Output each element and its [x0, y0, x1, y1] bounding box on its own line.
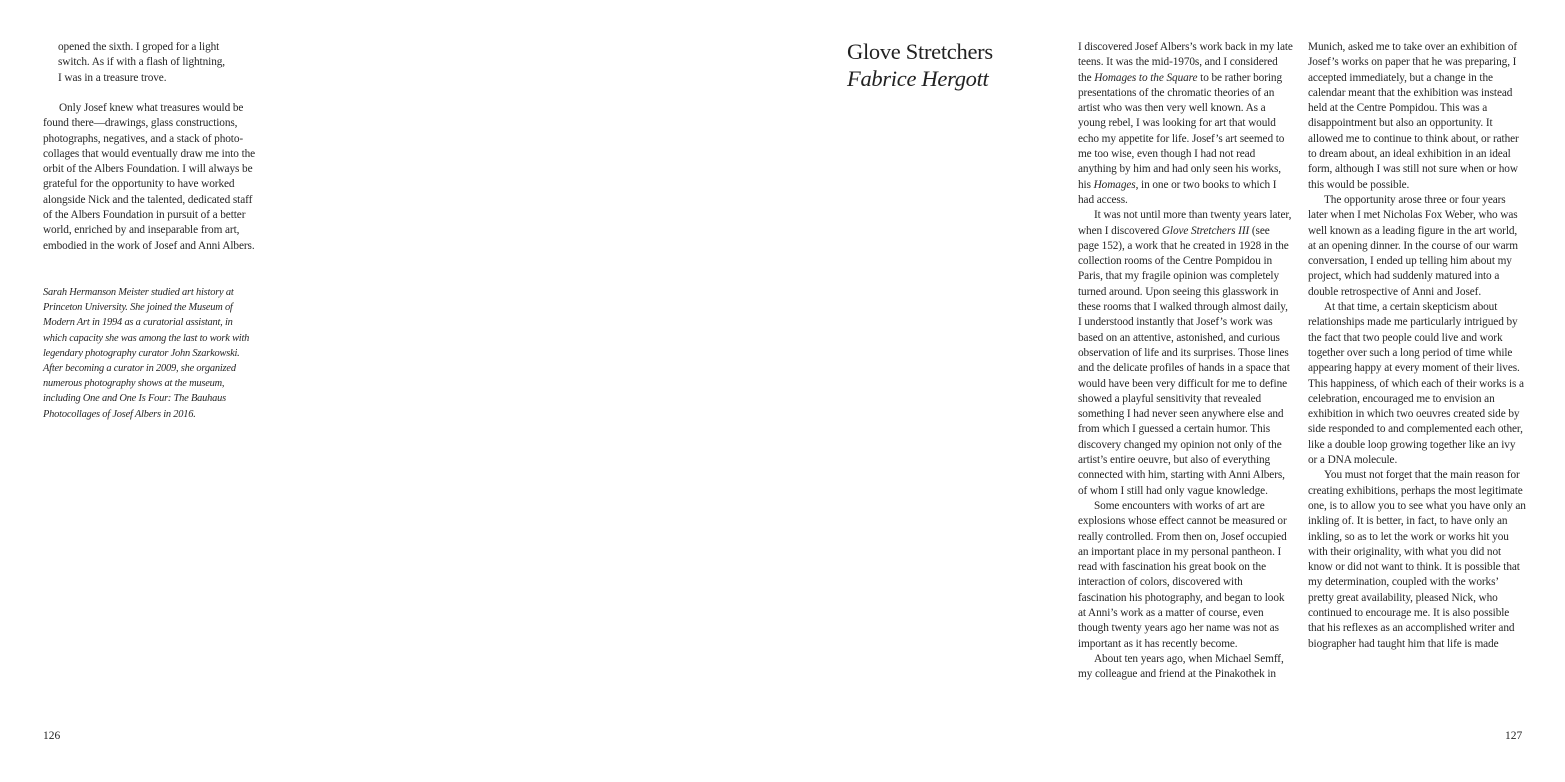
continuation-text [58, 40, 248, 86]
body-paragraph: About ten years ago, when Michael Semff, my colleague and friend at the Pinakothek in [1078, 652, 1284, 681]
right-body-column-2 [1308, 40, 1526, 652]
essay-author: Fabrice Hergott [847, 66, 989, 91]
text-run: I discovered Josef Albers’s work back in my late teens. It was the mid-1970s, and I considered the [1078, 41, 1293, 84]
body-paragraph: Only Josef knew what treasures would be found there—drawings, glass constructions, photographs, negatives, and a stack of photo-collages that would eventually draw me into the orbit of the Albers Foundation. I will always be grateful for the opportunity to have worked alongside Nick and the talented, dedicated staff of the Albers Foundation in pursuit of a better world, enriched by and inseparable from art, embodied in the work of Josef and Anni Albers. [43, 102, 256, 252]
text-run: It was not until more than twenty years later, when I discovered [1078, 209, 1292, 237]
text-run: , in one or two books to which I had access. [1078, 178, 1277, 206]
left-body-column [43, 101, 263, 254]
right-body-column-1 [1078, 40, 1293, 682]
body-paragraph: Munich, asked me to take over an exhibition of Josef’s works on paper that he was preparing, I accepted immediately, but a change in the calendar meant that the exhibition was instead held at the Centre Pompidou. This was a disappointment but also an opportunity. It allowed me to continue to think about, or rather to dream about, an ideal exhibition in an ideal form, although I was still not sure when or how this would be possible. [1308, 41, 1519, 191]
text-line: opened the sixth. I groped for a light [58, 41, 220, 53]
body-paragraph: You must not forget that the main reason for creating exhibitions, perhaps the most legitimate one, is to allow you to see what you have only an inkling of. It is better, in fact, to have only an inkling, so as to let the work or works hit you with their originality, with what you did not know or did not want to think. It is possible that my determination, coupled with the works’ pretty great availability, pleased Nick, who continued to encourage me. It is also possible that his reflexes as an accomplished writer and biographer had taught him that life is made [1308, 469, 1526, 650]
text-run: to be rather boring presentations of the chromatic theories of an artist who was then very well known. As a young rebel, I was looking for art that would echo my appetite for life. Josef’s art seemed to me too wise, even though I had not read anything by him and had only seen his works, his [1078, 71, 1285, 191]
text-run: (see page 152), a work that he created in 1928 in the collection rooms of the Centre Pompidou in Paris, that my fragile opinion was completely turned around. Upon seeing this glasswork in these rooms that I walked through almost daily, I understood instantly that Josef’s work was based on an attentive, astonished, and curious observation of life and its surprises. Those lines and the delicate profiles of hands in a space that would have been very difficult for me to define showed a playful sensitivity that revealed something I had never seen anywhere else and from which I guessed a certain humor. This discovery changed my opinion not only of the artist’s entire oeuvre, but also of everything connected with him, starting with Anni Albers, of whom I still had only vague knowledge. [1078, 224, 1290, 497]
page-number-left: 126 [43, 730, 61, 742]
italic-title: Homages to the Square [1094, 71, 1198, 84]
text-line: switch. As if with a flash of lightning, [58, 56, 226, 69]
body-paragraph: Some encounters with works of art are explosions whose effect cannot be measured or really controlled. From then on, Josef occupied an important place in my personal pantheon. I read with fascination his great book on the interaction of colors, discovered with fascination his photography, and began to look at Anni’s work as a matter of course, even though twenty years ago her name was not as important as it has recently become. [1078, 499, 1287, 650]
italic-title: Homages [1093, 178, 1136, 191]
author-bio: Sarah Hermanson Meister studied art history at Princeton University. She joined the Museum of Modern Art in 1994 as a curatorial assistant, in which capacity she was among the last to work with legendary photography curator John Szarkowski. After becoming a curator in 2009, she organized numerous photography shows at the museum, including One and One Is Four: The Bauhaus Photocollages of Josef Albers in 2016. [43, 287, 250, 420]
essay-title: Glove Stretchers [847, 39, 993, 64]
body-paragraph: At that time, a certain skepticism about relationships made me particularly intrigued by the fact that two people could live and work together over such a long period of time while appearing happy at every moment of their lives. This happiness, of which each of their works is a celebration, encouraged me to envision an exhibition in which two oeuvres created side by side responded to and complemented each other, like a double loop growing together like an ivy or a DNA molecule. [1308, 301, 1524, 467]
text-line: I was in a treasure trove. [58, 71, 167, 84]
body-paragraph: The opportunity arose three or four years later when I met Nicholas Fox Weber, who was well known as a leading figure in the art world, at an opening dinner. In the course of our warm conversation, I ended up telling him about my project, which had suddenly matured into a double retrospective of Anni and Josef. [1308, 193, 1518, 298]
italic-title: Glove Stretchers III [1161, 224, 1250, 237]
body-paragraph [1078, 208, 1293, 499]
essay-heading [847, 38, 993, 92]
body-paragraph [1078, 40, 1293, 208]
page-number-right: 127 [1505, 730, 1523, 742]
